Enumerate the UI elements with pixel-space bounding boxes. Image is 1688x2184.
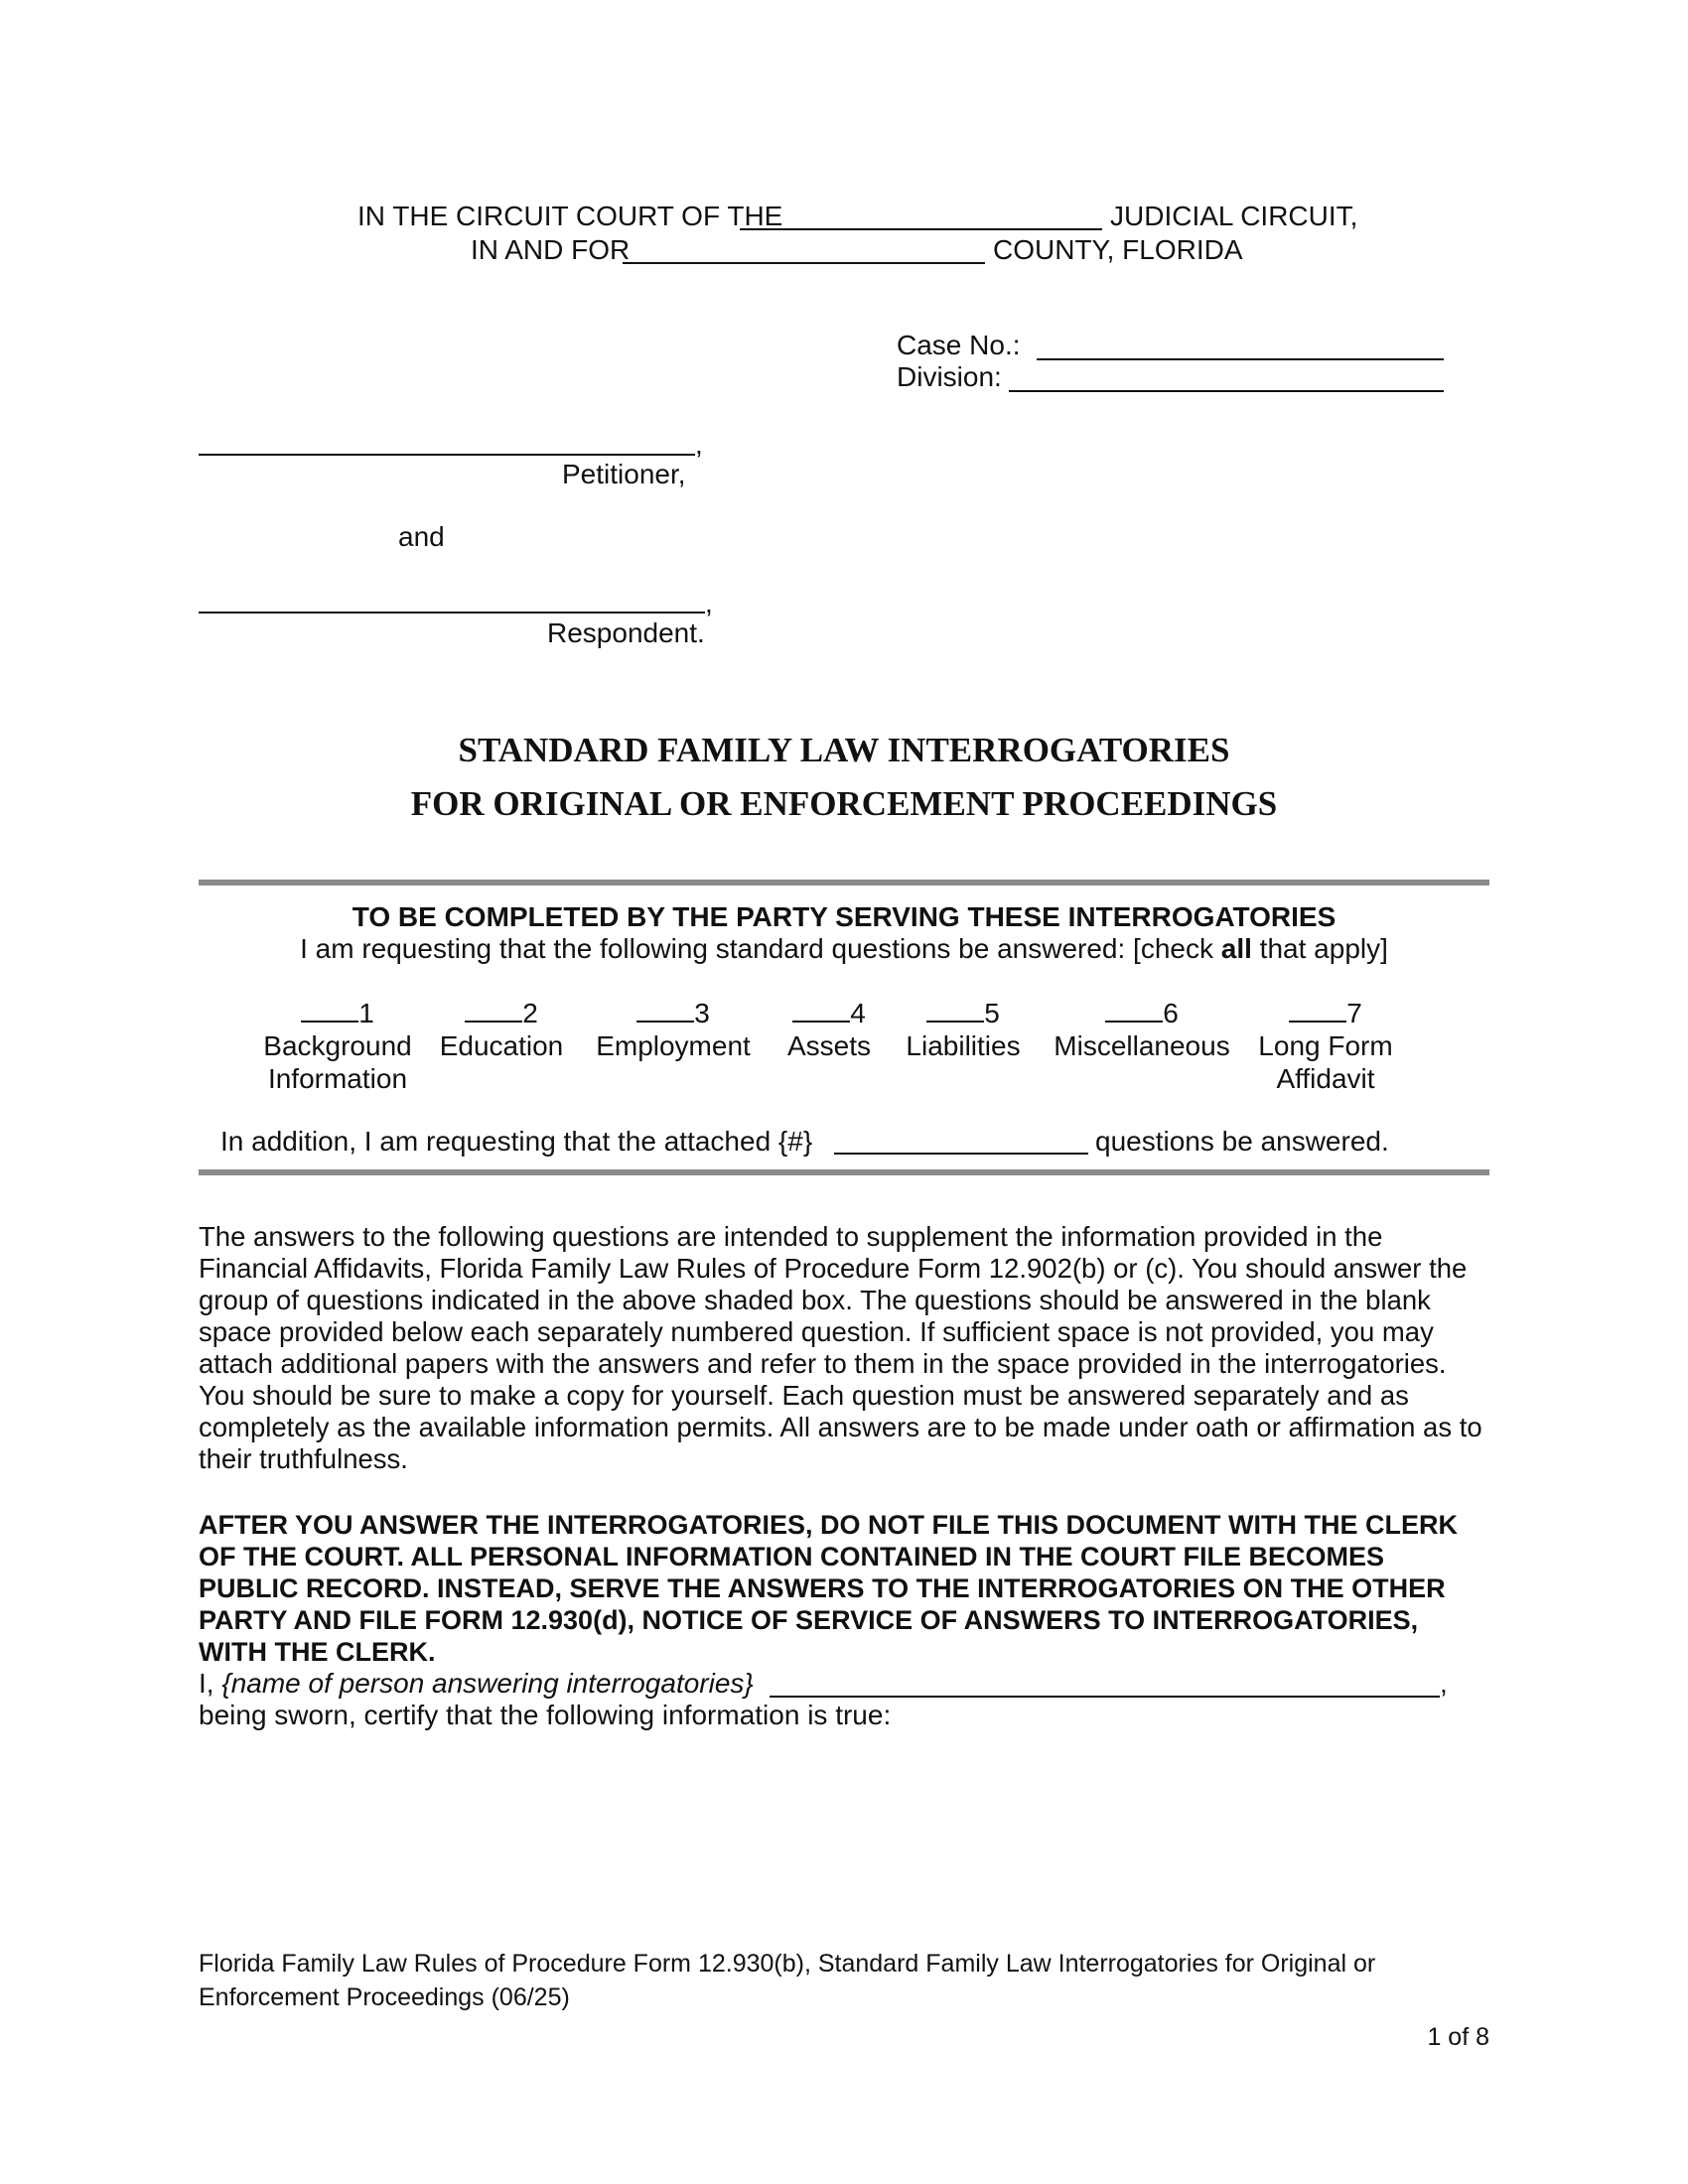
respondent-comma: , [705,588,713,618]
petitioner-comma: , [695,429,703,460]
additional-questions-label: In addition, I am requesting that the attached {#} [220,1126,813,1157]
division-label: Division: [897,361,1002,392]
option-long-form-affidavit[interactable] [1241,997,1410,1095]
request-text: I am requesting that the following standard questions be answered: [check [300,933,1221,964]
option-number: 2 [522,998,538,1028]
county-field[interactable] [623,262,985,264]
oath-prefix: I, [199,1668,222,1699]
option-label: Liabilities [906,1030,1021,1061]
option-number: 1 [358,998,374,1028]
shaded-box-heading: TO BE COMPLETED BY THE PARTY SERVING THESE INTERROGATORIES [352,901,1336,932]
division-field[interactable] [1009,390,1444,392]
option-number: 6 [1163,998,1179,1028]
name-hint: {name of person answering interrogatories} [221,1668,754,1699]
county-florida-label: COUNTY, FLORIDA [993,234,1243,265]
option-label-2: Information [267,1063,408,1094]
shaded-box-bottom-rule [199,1169,1489,1175]
option-label: Employment [596,1030,751,1061]
additional-questions-suffix: questions be answered. [1095,1126,1389,1157]
oath-certification: being sworn, certify that the following information is true: [199,1700,892,1730]
option-liabilities[interactable] [889,997,1038,1062]
request-suffix: that apply] [1251,933,1388,964]
request-all: all [1220,933,1252,964]
instructions-paragraph: The answers to the following questions are intended to supplement the information provided in the Financial Affidavits, Florida Family Law Rules of Procedure Form 12.902(b) or (c). You should answer the group of questions indicated in the above shaded box. The questions should be answered in the blank space provided below each separately numbered question. If sufficient space is not provided, you may attach additional papers with the answers and refer to them in the space provided in the interrogatories. You should be sure to make a copy for yourself. Each question must be answered separately and as completely as the available information permits. All answers are to be made under oath or affirmation as to their truthfulness. [199,1221,1482,1474]
option-number: 4 [850,998,866,1028]
additional-questions-field[interactable] [834,1153,1088,1155]
petitioner-label: Petitioner, [562,459,686,489]
oath-comma: , [1440,1668,1448,1699]
option-check-line[interactable] [427,997,576,1029]
option-label: Assets [786,1030,872,1061]
circuit-court-label: IN THE CIRCUIT COURT OF THE [357,201,783,231]
option-check-line[interactable] [579,997,768,1029]
option-check-line[interactable] [889,997,1038,1029]
respondent-label: Respondent. [547,617,705,648]
judicial-circuit-label: JUDICIAL CIRCUIT, [1110,201,1358,231]
option-label: Education [439,1030,564,1061]
option-check-line[interactable] [1043,997,1241,1029]
form-title-line2: FOR ORIGINAL OR ENFORCEMENT PROCEEDINGS [410,784,1278,823]
filing-warning: AFTER YOU ANSWER THE INTERROGATORIES, DO NOT FILE THIS DOCUMENT WITH THE CLERK OF THE COURT. ALL PERSONAL INFORMATION CONTAINED IN THE COURT FILE BECOMES PUBLIC RECORD. INSTEAD, SERVE THE ANSWERS TO THE INTERROGATORIES ON THE OTHER PARTY AND FILE FORM 12.930(d), NOTICE OF SERVICE OF ANSWERS TO INTERROGATORIES, WITH THE CLERK. [199,1510,1458,1667]
in-and-for-label: IN AND FOR [471,234,631,265]
judicial-circuit-field[interactable] [740,228,1102,230]
footer-citation-line1: Florida Family Law Rules of Procedure Form 12.930(b), Standard Family Law Interrogatories for Original or [199,1950,1376,1978]
page-number: 1 of 8 [1427,2023,1489,2051]
oath-line [199,1668,754,1700]
option-label: Long Form [1258,1030,1393,1061]
option-check-line[interactable] [238,997,437,1029]
case-number-label: Case No.: [897,330,1021,360]
option-label: Miscellaneous [1054,1030,1230,1061]
case-number-field[interactable] [1037,358,1444,360]
form-title-line1: STANDARD FAMILY LAW INTERROGATORIES [458,731,1230,769]
option-education[interactable] [427,997,576,1062]
shaded-box-request [0,933,1688,965]
option-label-2: Affidavit [1276,1063,1375,1094]
option-check-line[interactable] [1241,997,1410,1029]
shaded-box-top-rule [199,880,1489,886]
respondent-name-field[interactable] [199,612,705,614]
footer-citation-line2: Enforcement Proceedings (06/25) [199,1983,570,2011]
option-check-line[interactable] [770,997,889,1029]
option-number: 3 [694,998,710,1028]
option-background[interactable] [238,997,437,1095]
option-assets[interactable] [770,997,889,1062]
option-number: 5 [984,998,1000,1028]
option-label: Background [263,1030,412,1061]
option-number: 7 [1346,998,1362,1028]
petitioner-name-field[interactable] [199,454,695,456]
option-employment[interactable] [579,997,768,1062]
and-label: and [398,521,445,552]
answering-person-name-field[interactable] [770,1696,1440,1698]
option-miscellaneous[interactable] [1043,997,1241,1062]
